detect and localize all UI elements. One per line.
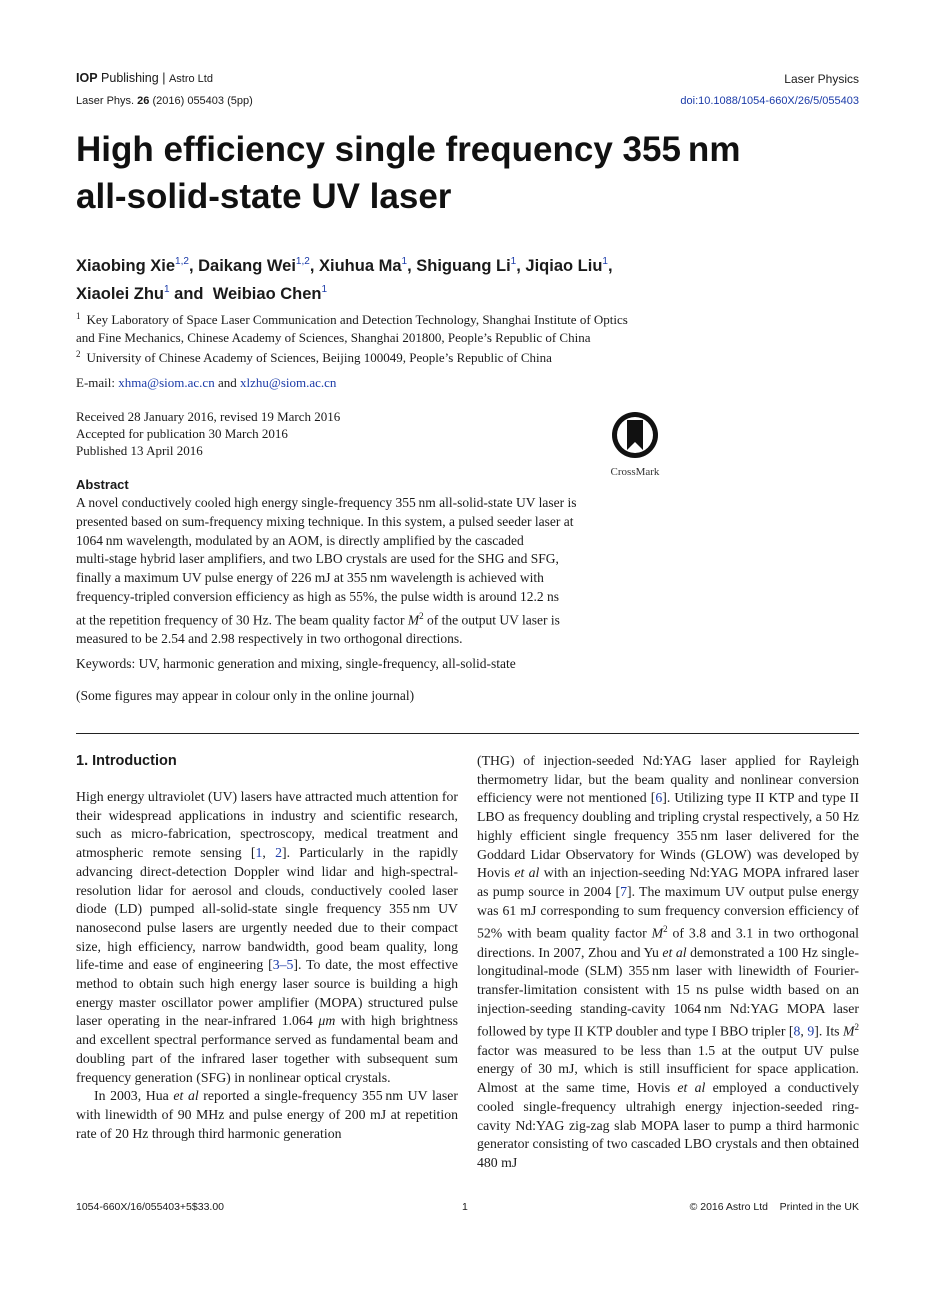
iop-logo: IOP [76,71,98,85]
affiliation-ref[interactable]: 1 [321,284,328,295]
citation-ref[interactable]: 2 [275,845,282,861]
abstract-body: A novel conductively cooled high energy single-frequency 355 nm all-solid-state UV laser is presented based on sum-frequency mixing technique. In this system, a pulsed seeder laser at 1064 nm wavelength, modulated by an AOM, is directly amplified by the cascaded multi-stage hybrid laser amplifiers, and two LBO crystals are used for the SHG and SFG, finally a maximum UV pulse energy of 226 mJ at 355 nm wavelength is achieved with frequency-tripled conversion efficiency as high as 55%, the pulse width is around 12.2 ns at the repetition frequency of 30 Hz. The beam quality factor $M^2$ of the output UV laser is measured to be 2.54 and 2.98 respectively in two orthogonal directions. [76,495,577,647]
published-date: Published 13 April 2016 [76,443,203,458]
abstract-heading: Abstract [76,477,129,492]
affiliation-ref[interactable]: 1 [164,284,170,295]
affiliation-ref[interactable]: 1,2 [295,256,310,267]
accepted-date: Accepted for publication 30 March 2016 [76,426,288,441]
email-link[interactable]: xhma@siom.ac.cn [118,375,215,390]
footer-copyright: © 2016 Astro Ltd Printed in the UK [689,1201,859,1213]
email-line: E-mail: xhma@siom.ac.cn and xlzhu@siom.ac.cn [76,375,337,390]
author: Xiuhua Ma$^1$, [319,256,417,275]
footer-code: 1054-660X/16/055403+5$33.00 [76,1201,225,1213]
left-column-text [76,788,458,1143]
colour-note: (Some figures may appear in colour only in the online journal) [76,688,415,703]
affiliation-1-cont: and Fine Mechanics, Chinese Academy of Sciences, Shanghai 201800, People’s Republic of China [76,329,591,345]
crossmark-badge[interactable] [604,410,666,478]
citation-ref[interactable]: 7 [620,883,627,899]
section-heading-introduction: 1. Introduction [76,753,177,769]
citation-ref[interactable]: 1 [255,845,263,861]
paragraph: High energy ultraviolet (UV) lasers have attracted much attention for their widespread applications in industry and scientific research, such as micro-fabrication, spectroscopy, medical treatment and atmospheric remote sensing [1, 2]. Particularly in the rapidly advancing direct-detection Doppler wind lidar and high-spectral-resolution lidar for aerosol and clouds, conductively cooled laser diode (LD) pumped all-solid-state single frequency 355 nm UV nanosecond pulse lasers are urgently needed due to their compact size, high efficiency, narrow bandwidth, good beam quality, long life-time and ease of engineering [3–5]. To date, the most effective method to obtain such high energy laser source is building a high energy master oscillator power amplifier (MOPA) structured pulse laser operating in the near-infrared 1.064 μm with high brightness and excellent spectral performance served as fundamental beam and doubling part of the infrared laser together with subsequent sum frequency generation (SFG) in nonlinear optical crystals. [76,789,459,1085]
affiliation-ref[interactable]: 1 [602,256,608,267]
author: Daikang Wei$^{1,2}$, [198,256,319,275]
citation-ref[interactable]: 8 [793,1024,801,1040]
citation-ref[interactable]: 9 [807,1024,815,1040]
header-separator: | [162,71,166,85]
author: Xiaolei Zhu$^1$ and [76,284,209,303]
citation-line: Laser Phys. 26 (2016) 055403 (5pp) [76,95,253,107]
crossmark-icon [610,410,660,460]
email-link[interactable]: xlzhu@siom.ac.cn [239,375,337,390]
affiliation-ref[interactable]: 1 [401,256,408,267]
paper-title: High efficiency single frequency 355 nm all-solid-state UV laser [76,130,741,216]
doi-link[interactable]: doi:10.1088/1054-660X/26/5/055403 [680,95,859,107]
keywords: Keywords: UV, harmonic generation and mixing, single-frequency, all-solid-state [76,656,516,671]
page-number: 1 [462,1201,468,1213]
author: Jiqiao Liu$^1$, [525,256,613,275]
citation-ref[interactable]: 6 [655,790,663,806]
crossmark-label: CrossMark [610,466,660,478]
author: Weibiao Chen$^1$ [212,284,328,303]
author: Shiguang Li$^1$, [416,256,526,275]
author-list [76,250,856,306]
received-date: Received 28 January 2016, revised 19 March 2016 [76,409,341,424]
citation-ref[interactable]: 3–5 [272,957,294,973]
imprint-name: Astro Ltd [168,73,213,85]
journal-name: Laser Physics [784,72,859,86]
paragraph: (THG) of injection-seeded Nd:YAG laser applied for Rayleigh thermometry lidar, but the beam quality and nonlinear conversion efficiency were not mentioned [6]. Utilizing type II KTP and type II LBO as frequency doubling and tripling crystal respectively, a 50 Hz highly efficient single frequency 355 nm laser delivered for the Goddard Lidar Observatory for Winds (GLOW) was developed by Hovis et al with an injection-seeding Nd:YAG MOPA infrared laser as pump source in 2004 [7]. The maximum UV output pulse energy was 61 mJ corresponding to sum frequency conversion efficiency of 52% with beam quality factor $M^2$ of 3.8 and 3.1 in two orthogonal directions. In 2007, Zhou and Yu et al demonstrated a 100 Hz single-longitudinal-mode (SLM) 355 nm laser with linewidth of Fourier-transfer-limitation consistent with 15 ns pulse width based on an injection-seeding standing-cavity 1064 nm Nd:YAG MOPA laser followed by type II KTP doubler and type I BBO tripler [8, 9]. Its $M^2$ factor was measured to be less than 1.5 at the output UV pulse energy of 30 mJ, which is still insufficient for space application. Almost at the same time, Hovis et al employed a conductively cooled single-frequency ultrahigh energy injection-seeded ring-cavity Nd:YAG zig-zag slab MOPA laser to pump a third harmonic generator consisting of two cascaded LBO crystals and then obtained 480 mJ [477,753,860,1170]
affiliation-ref[interactable]: 1,2 [175,256,189,267]
publisher-header [76,71,213,85]
author: Xiaobing Xie$^{1,2}$, [76,256,199,275]
publication-dates [76,408,340,459]
affiliations [76,308,866,367]
section-divider [76,733,859,734]
right-column-text [477,752,859,1173]
publisher-word: Publishing [101,71,159,85]
affiliation-2: $^2$ University of Chinese Academy of Sciences, Beijing 100049, People’s Republic of China [76,349,552,365]
affiliation-1: $^1$ Key Laboratory of Space Laser Communication and Detection Technology, Shanghai Institute of Optics [76,311,628,327]
paragraph: In 2003, Hua et al reported a single-frequency 355 nm UV laser with linewidth of 90 MHz and pulse energy of 200 mJ at repetition rate of 20 Hz through third harmonic generation [76,1088,458,1141]
affiliation-ref[interactable]: 1 [510,256,517,267]
